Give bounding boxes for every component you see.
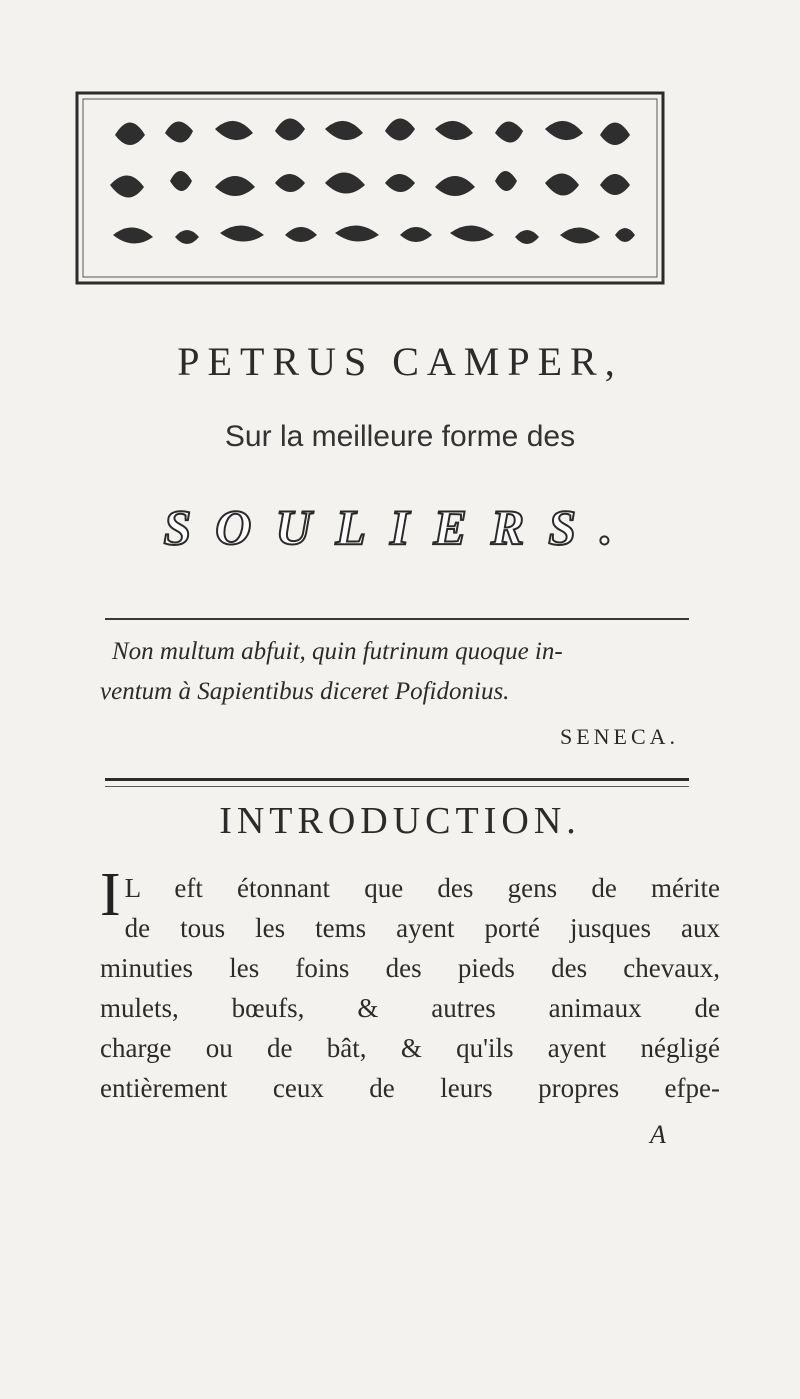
text-line: mulets, bœufs, & autres animaux de (100, 993, 720, 1023)
ornament-band (75, 85, 665, 285)
double-rule (105, 778, 689, 787)
text-line: charge ou de bât, & qu'ils ayent négligé (100, 1033, 720, 1063)
epigraph-author: SENECA. (560, 724, 680, 749)
author-name: PETRUS CAMPER, (177, 339, 623, 384)
subject-title: SOULIERS. (163, 499, 637, 555)
body-paragraph (100, 861, 720, 1108)
section-heading: INTRODUCTION. (219, 800, 581, 842)
text-line: L eft étonnant que des gens de mérite (124, 873, 720, 903)
drop-cap: I (100, 861, 121, 929)
epigraph-line: ventum à Sapientibus diceret Pofidonius. (100, 678, 510, 705)
divider-rule (105, 618, 689, 620)
epigraph-line: Non multum abfuit, quin futrinum quoque in- (112, 638, 563, 665)
catchword: A (650, 1120, 666, 1149)
epigraph (100, 632, 692, 712)
text-line: entièrement ceux de leurs propres efpe- (100, 1073, 720, 1103)
subtitle: Sur la meilleure forme des (224, 420, 576, 453)
text-line: de tous les tems ayent porté jusques aux (124, 913, 720, 943)
text-line: minuties les foins des pieds des chevaux, (100, 953, 720, 983)
